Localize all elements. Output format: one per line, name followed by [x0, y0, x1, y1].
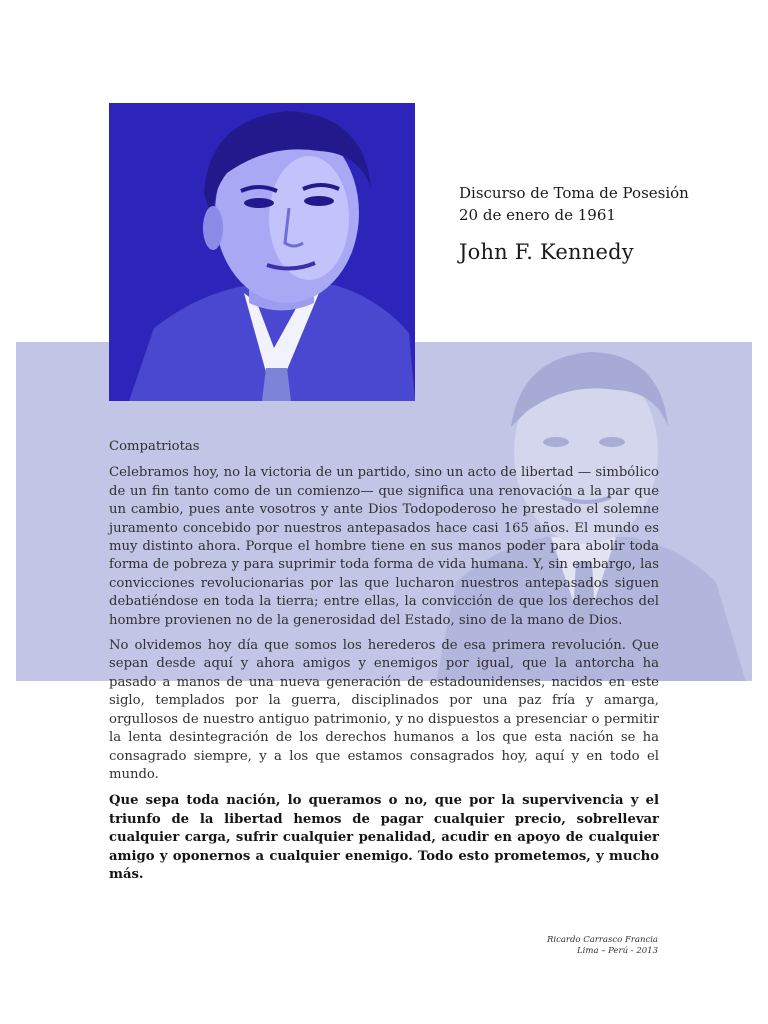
- credit-author: Ricardo Carrasco Francia: [546, 935, 658, 945]
- speech-date: 20 de enero de 1961: [459, 206, 616, 224]
- speaker-name: John F. Kennedy: [459, 240, 634, 264]
- closing-paragraph: Que sepa toda nación, lo queramos o no, que por la supervivencia y el triunfo de la libertad hemos de pagar cualquier precio, sobrellevar cualquier carga, sufrir cualquier penalidad, acudir en apoyo de cualquier amigo y oponernos a cualquier enemigo. Todo esto prometemos, y mucho más.: [109, 793, 659, 882]
- speech-title: Discurso de Toma de Posesión: [459, 184, 689, 202]
- credit-block: [547, 935, 658, 957]
- portrait-image: [109, 103, 415, 401]
- salutation: Compatriotas: [109, 439, 200, 454]
- paragraph-1: Celebramos hoy, no la victoria de un partido, sino un acto de libertad — simbólico de un fin tanto como de un comienzo— que significa una renovación a la par que un cambio, pues ante vosotros y ante Dios Todopoderoso he prestado el solemne juramento concebido por nuestros antepasados hace casi 165 años. El mundo es muy distinto ahora. Porque el hombre tiene en sus manos poder para abolir toda forma de pobreza y para suprimir toda forma de vida humana. Y, sin embargo, las convicciones revolucionarias por las que lucharon nuestros antepasados siguen debatiéndose en toda la tierra; entre ellas, la convicción de que los derechos del hombre provienen no de la generosidad del Estado, sino de la mano de Dios.: [109, 465, 659, 628]
- paragraph-2: No olvidemos hoy día que somos los herederos de esa primera revolución. Que sepan desde aquí y ahora amigos y enemigos por igual, que la antorcha ha pasado a manos de una nueva generación de estadounidenses, nacidos en este siglo, templados por la guerra, disciplinados por una paz fría y amarga, orgullosos de nuestro antiguo patrimonio, y no dispuestos a presenciar o permitir la lenta desintegración de los derechos humanos a los que esta nación se ha consagrado siempre, y a los que estamos consagrados hoy, aquí y en todo el mundo.: [109, 638, 659, 782]
- credit-place: Lima – Perú - 2013: [577, 946, 658, 956]
- speech-heading: [459, 182, 749, 264]
- speech-body: [109, 438, 659, 891]
